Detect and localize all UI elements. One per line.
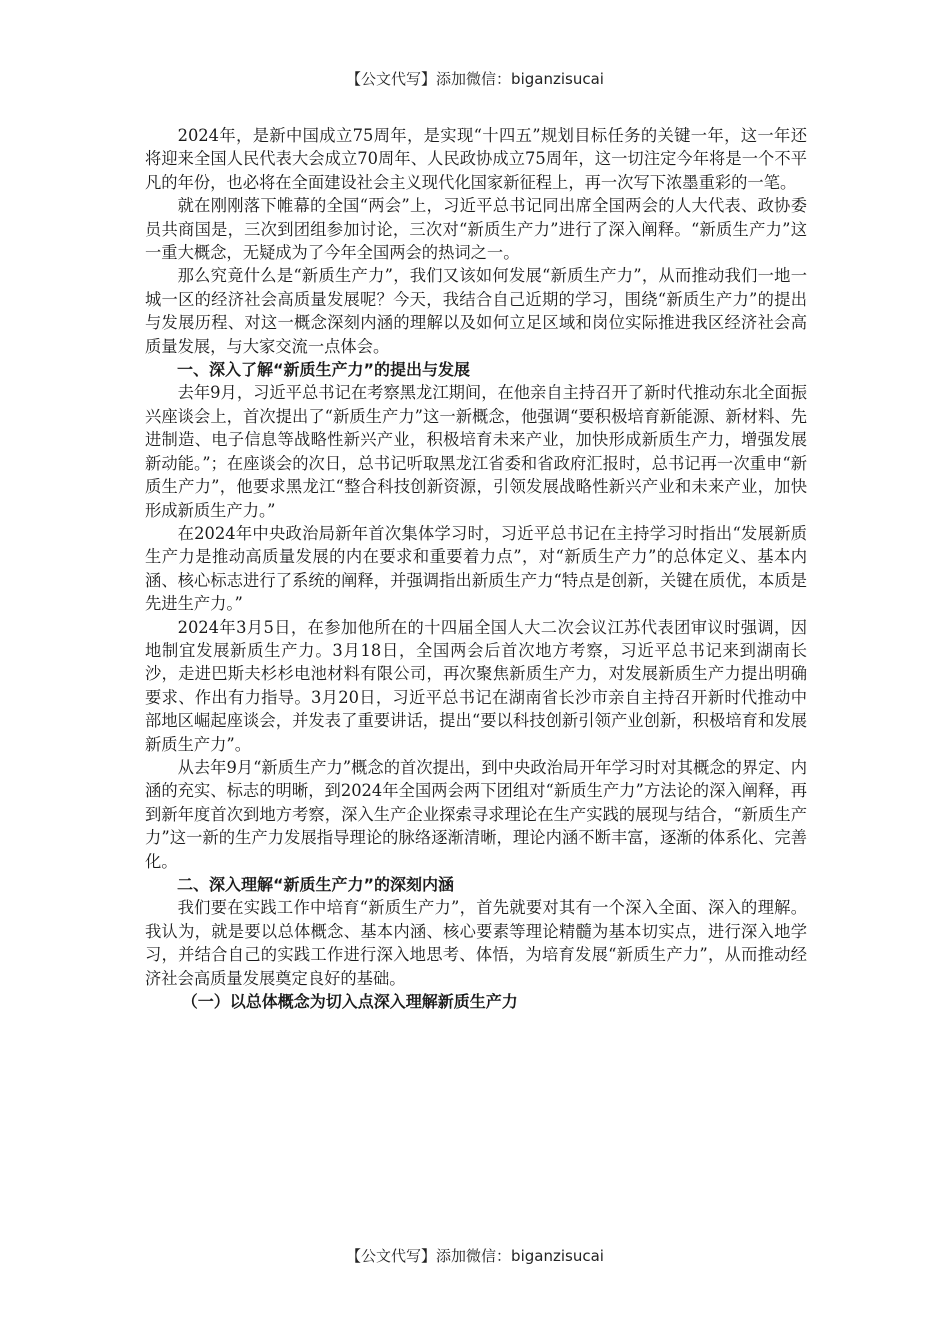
paragraph-section1-3: 2024年3月5日，在参加他所在的十四届全国人大二次会议江苏代表团审议时强调，因地制宜发展新质生产力。3月18日，全国两会后首次地方考察，习近平总书记来到湖南长沙，走进巴斯夫杉杉电池材料有限公司，再次聚焦新质生产力，对发展新质生产力提出明确要求、作出有力指导。3月20日，习近平总书记在湖南省长沙市亲自主持召开新时代推动中部地区崛起座谈会，并发表了重要讲话，提出“要以科技创新引领产业创新，积极培育和发展新质生产力”。 [145, 617, 807, 754]
page-header: 【公文代写】添加微信：biganzisucai [346, 70, 604, 88]
page-footer: 【公文代写】添加微信：biganzisucai [346, 1247, 604, 1265]
document-body [145, 124, 807, 1013]
paragraph-intro-2: 就在刚刚落下帷幕的全国“两会”上，习近平总书记同出席全国两会的人大代表、政协委员共商国是，三次到团组参加讨论，三次对“新质生产力”进行了深入阐释。“新质生产力”这一重大概念，无疑成为了今年全国两会的热词之一。 [145, 196, 807, 263]
paragraph-section1-4: 从去年9月“新质生产力”概念的首次提出，到中央政治局开年学习时对其概念的界定、内涵的充实、标志的明晰，到2024年全国两会两下团组对“新质生产力”方法论的深入阐释，再到新年度首次到地方考察，深入生产企业探索寻求理论在生产实践的展现与结合，“新质生产力”这一新的生产力发展指导理论的脉络逐渐清晰，理论内涵不断丰富，逐渐的体系化、完善化。 [145, 757, 808, 871]
paragraph-intro-1: 2024年，是新中国成立75周年，是实现“十四五”规划目标任务的关键一年，这一年还将迎来全国人民代表大会成立70周年、人民政协成立75周年，这一切注定今年将是一个不平凡的年份，也必将在全面建设社会主义现代化国家新征程上，再一次写下浓墨重彩的一笔。 [145, 126, 807, 192]
section-heading-2: 二、深入理解“新质生产力”的深刻内涵 [177, 875, 455, 894]
paragraph-section1-2: 在2024年中央政治局新年首次集体学习时，习近平总书记在主持学习时指出“发展新质生产力是推动高质量发展的内在要求和重要着力点”，对“新质生产力”的总体定义、基本内涵、核心标志进行了系统的阐释，并强调指出新质生产力“特点是创新，关键在质优，本质是先进生产力。” [145, 523, 807, 614]
section-heading-1: 一、深入了解“新质生产力”的提出与发展 [177, 360, 471, 380]
paragraph-intro-3: 那么究竟什么是“新质生产力”，我们又该如何发展“新质生产力”，从而推动我们一地一城一区的经济社会高质量发展呢？今天，我结合自己近期的学习，围绕“新质生产力”的提出与发展历程、对这一概念深刻内涵的理解以及如何立足区域和岗位实际推进我区经济社会高质量发展，与大家交流一点体会。 [145, 266, 807, 356]
subsection-heading-1: （一）以总体概念为切入点深入理解新质生产力 [181, 992, 518, 1012]
paragraph-section1-1: 去年9月，习近平总书记在考察黑龙江期间，在他亲自主持召开了新时代推动东北全面振兴座谈会上，首次提出了“新质生产力”这一新概念，他强调“要积极培育新能源、新材料、先进制造、电子信息等战略性新兴产业，积极培育未来产业，加快形成新质生产力，增强发展新动能。”；在座谈会的次日，总书记听取黑龙江省委和省政府汇报时，总书记再一次重申“新质生产力”，他要求黑龙江“整合科技创新资源，引领发展战略性新兴产业和未来产业，加快形成新质生产力。” [145, 383, 807, 520]
paragraph-section2-1: 我们要在实践工作中培育“新质生产力”，首先就要对其有一个深入全面、深入的理解。我认为，就是要以总体概念、基本内涵、核心要素等理论精髓为基本切实点，进行深入地学习，并结合自己的实践工作进行深入地思考、体悟，为培育发展“新质生产力”，从而推动经济社会高质量发展奠定良好的基础。 [145, 898, 807, 988]
